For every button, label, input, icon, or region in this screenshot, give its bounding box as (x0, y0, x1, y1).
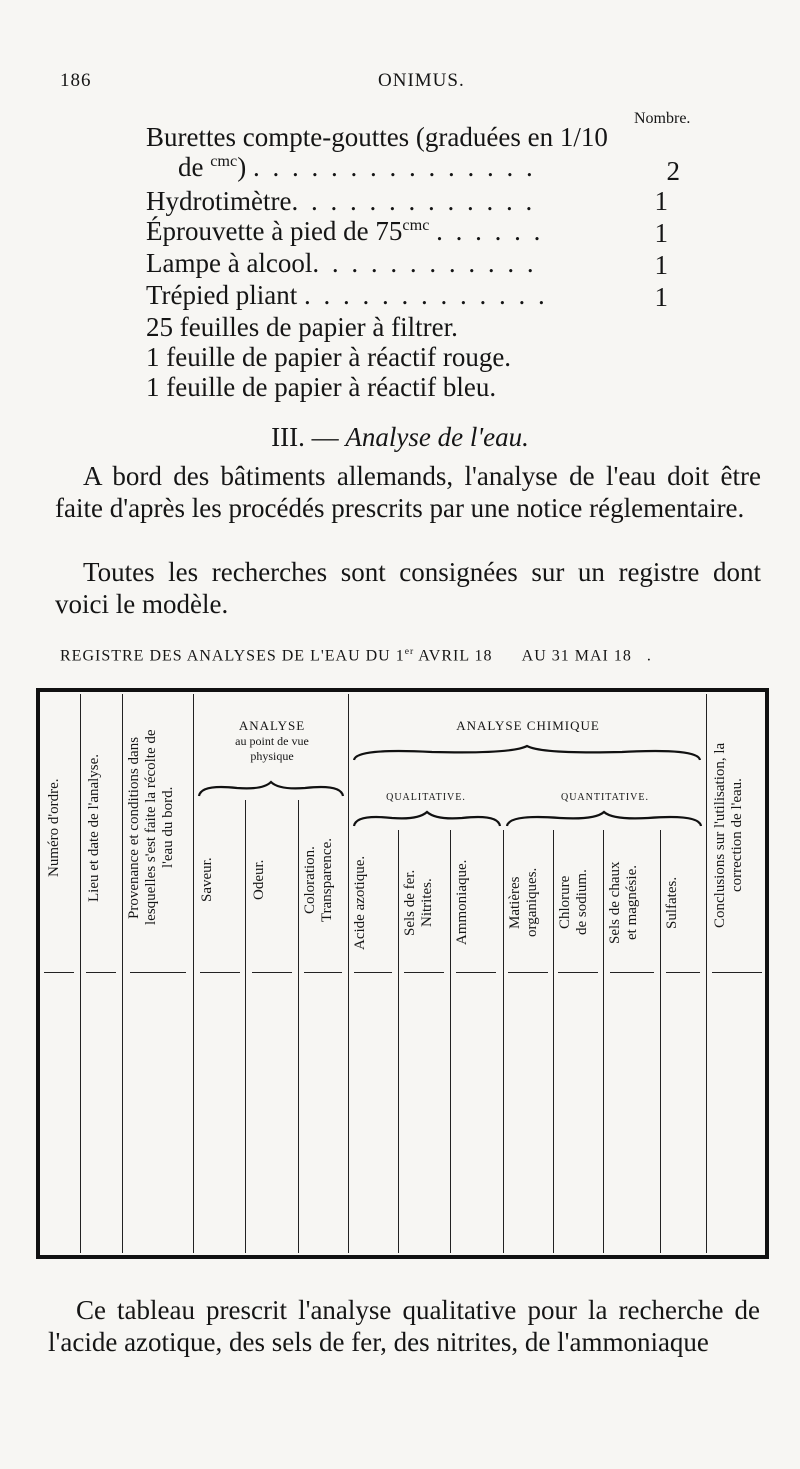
col-sels-chaux: Sels de chaux et magnésie. (607, 861, 640, 944)
equipment-quantity: 1 (654, 218, 668, 248)
col-coloration: Coloration. Transparence. (302, 838, 335, 923)
header-rule (404, 972, 444, 974)
header-rule (252, 972, 292, 974)
column-divider (450, 830, 451, 1253)
group-chemical-heading: ANALYSE CHIMIQUE (456, 718, 600, 733)
quantitative-brace (505, 810, 703, 830)
equipment-item: Trépied pliant . . . . . . . . . . . . . (146, 280, 548, 310)
group-physical-subheading: au point de vue physique (235, 734, 309, 763)
column-divider (503, 830, 504, 1253)
header-rule (86, 972, 116, 974)
col-numero: Numéro d'ordre. (46, 778, 62, 877)
group-physical-heading: ANALYSE (238, 718, 306, 733)
col-saveur: Saveur. (199, 857, 215, 903)
column-divider (553, 830, 554, 1253)
col-sels-fer: Sels de fer. Nitrites. (402, 869, 435, 936)
page-number: 186 (60, 70, 92, 91)
equipment-quantity: 1 (654, 250, 668, 280)
column-divider (706, 694, 707, 1253)
equipment-quantity: 1 (654, 282, 668, 312)
register-title: REGISTRE DES ANALYSES DE L'EAU DU 1er AVRIL 18 AU 31 MAI 18 . (60, 646, 652, 665)
header-rule (508, 972, 548, 974)
header-rule (456, 972, 496, 974)
col-conclusions: Conclusions sur l'utilisation, la correction de l'eau. (712, 742, 745, 928)
quantity-column-heading: Nombre. (634, 110, 691, 127)
header-rule (610, 972, 654, 974)
equipment-quantity: 2 (666, 156, 680, 186)
equipment-item: 1 feuille de papier à réactif bleu. (146, 372, 497, 402)
header-rule (712, 972, 762, 974)
column-divider (603, 830, 604, 1253)
header-rule (304, 972, 342, 974)
paragraph: A bord des bâtiments allemands, l'analyse de l'eau doit être faite d'après les procédés prescrits par une notice réglementaire. (55, 461, 761, 523)
qualitative-brace (352, 810, 502, 830)
col-matieres: Matières organiques. (507, 867, 540, 938)
column-divider (122, 694, 123, 1253)
equipment-item: 25 feuilles de papier à filtrer. (146, 312, 458, 342)
physical-brace (197, 780, 345, 800)
paragraph: Toutes les recherches sont consignées sur un registre dont voici le modèle. (55, 557, 761, 619)
column-divider (193, 694, 194, 1253)
header-rule (130, 972, 186, 974)
section-heading: III. — Analyse de l'eau. (271, 422, 529, 452)
chemical-brace (352, 744, 702, 764)
column-divider (348, 694, 349, 1253)
equipment-item: Éprouvette à pied de $75^{cmc}$ . . . . . . (146, 216, 544, 246)
subgroup-quantitative: QUANTITATIVE. (560, 792, 649, 803)
col-provenance: Provenance et conditions dans lesquelles s'est faite la récolte de l'eau du bord. (126, 729, 176, 926)
col-sulfates: Sulfates. (664, 876, 680, 929)
header-rule (200, 972, 240, 974)
header-rule (354, 972, 392, 974)
col-lieu-date: Lieu et date de l'analyse. (86, 753, 102, 902)
col-odeur: Odeur. (251, 859, 267, 901)
column-divider (660, 830, 661, 1253)
column-divider (398, 830, 399, 1253)
col-chlorure: Chlorure de sodium. (557, 869, 590, 936)
equipment-item: Lampe à alcool. . . . . . . . . . . . (146, 248, 537, 278)
header-rule (558, 972, 598, 974)
equipment-quantity: 1 (654, 186, 668, 216)
column-divider (298, 800, 299, 1253)
subgroup-qualitative: QUALITATIVE. (386, 792, 466, 803)
equipment-item: de $^{cmc}$) . . . . . . . . . . . . . . . (178, 152, 536, 182)
header-rule (44, 972, 74, 974)
col-ammoniaque: Ammoniaque. (454, 859, 470, 946)
equipment-item: Burettes compte-gouttes (graduées en 1/10 (146, 122, 608, 152)
closing-paragraph: Ce tableau prescrit l'analyse qualitative pour la recherche de l'acide azotique, des sels de fer, des nitrites, de l'ammoniaque (48, 1295, 760, 1357)
column-divider (245, 800, 246, 1253)
column-divider (80, 694, 81, 1253)
equipment-item: 1 feuille de papier à réactif rouge. (146, 342, 512, 372)
equipment-item: Hydrotimètre. . . . . . . . . . . . . (146, 186, 536, 216)
running-head: ONIMUS. (378, 70, 465, 91)
col-acide-azotique: Acide azotique. (352, 855, 368, 950)
header-rule (666, 972, 700, 974)
